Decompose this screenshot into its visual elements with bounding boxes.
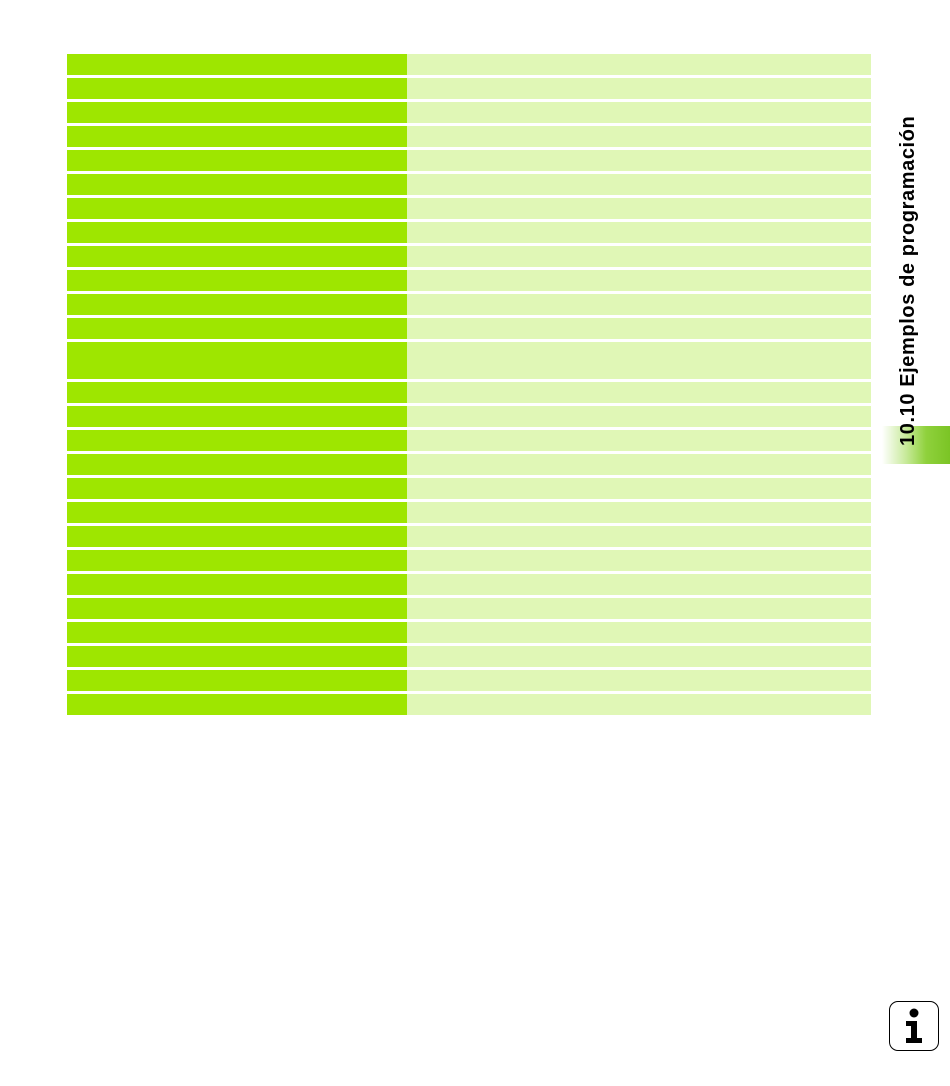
table-row — [67, 198, 871, 219]
comment-cell — [407, 406, 871, 427]
table-row — [67, 342, 871, 379]
comment-cell — [407, 246, 871, 267]
nc-block-cell — [67, 270, 407, 291]
nc-block-cell — [67, 430, 407, 451]
comment-cell — [407, 670, 871, 691]
comment-cell — [407, 318, 871, 339]
table-row — [67, 550, 871, 571]
comment-cell — [407, 430, 871, 451]
comment-cell — [407, 478, 871, 499]
nc-block-cell — [67, 694, 407, 715]
comment-cell — [407, 574, 871, 595]
nc-block-cell — [67, 646, 407, 667]
nc-block-cell — [67, 454, 407, 475]
table-row — [67, 574, 871, 595]
table-row — [67, 222, 871, 243]
nc-block-cell — [67, 502, 407, 523]
comment-cell — [407, 342, 871, 379]
comment-cell — [407, 622, 871, 643]
table-row — [67, 382, 871, 403]
nc-block-cell — [67, 342, 407, 379]
nc-block-cell — [67, 382, 407, 403]
comment-cell — [407, 646, 871, 667]
comment-cell — [407, 694, 871, 715]
nc-block-cell — [67, 574, 407, 595]
nc-block-cell — [67, 550, 407, 571]
program-table — [67, 54, 871, 715]
nc-block-cell — [67, 198, 407, 219]
table-row — [67, 78, 871, 99]
comment-cell — [407, 150, 871, 171]
nc-block-cell — [67, 406, 407, 427]
nc-block-cell — [67, 246, 407, 267]
table-row — [67, 318, 871, 339]
comment-cell — [407, 598, 871, 619]
nc-block-cell — [67, 150, 407, 171]
comment-cell — [407, 102, 871, 123]
table-row — [67, 294, 871, 315]
nc-block-cell — [67, 598, 407, 619]
table-row — [67, 526, 871, 547]
table-row — [67, 478, 871, 499]
comment-cell — [407, 382, 871, 403]
table-row — [67, 150, 871, 171]
nc-block-cell — [67, 126, 407, 147]
nc-block-cell — [67, 478, 407, 499]
table-row — [67, 54, 871, 75]
comment-cell — [407, 126, 871, 147]
nc-block-cell — [67, 318, 407, 339]
table-row — [67, 406, 871, 427]
comment-cell — [407, 270, 871, 291]
info-button[interactable] — [889, 1001, 939, 1051]
comment-cell — [407, 502, 871, 523]
comment-cell — [407, 78, 871, 99]
table-row — [67, 126, 871, 147]
nc-block-cell — [67, 526, 407, 547]
comment-cell — [407, 454, 871, 475]
nc-block-cell — [67, 174, 407, 195]
info-icon — [901, 1008, 927, 1044]
table-row — [67, 694, 871, 715]
table-row — [67, 174, 871, 195]
comment-cell — [407, 294, 871, 315]
comment-cell — [407, 222, 871, 243]
nc-block-cell — [67, 222, 407, 243]
table-row — [67, 502, 871, 523]
table-row — [67, 454, 871, 475]
nc-block-cell — [67, 622, 407, 643]
comment-cell — [407, 174, 871, 195]
nc-block-cell — [67, 102, 407, 123]
table-row — [67, 430, 871, 451]
section-title: 10.10 Ejemplos de programación — [897, 115, 919, 446]
table-row — [67, 670, 871, 691]
comment-cell — [407, 526, 871, 547]
nc-block-cell — [67, 294, 407, 315]
table-row — [67, 246, 871, 267]
table-row — [67, 646, 871, 667]
nc-block-cell — [67, 78, 407, 99]
table-row — [67, 622, 871, 643]
comment-cell — [407, 198, 871, 219]
comment-cell — [407, 54, 871, 75]
nc-block-cell — [67, 54, 407, 75]
nc-block-cell — [67, 670, 407, 691]
table-row — [67, 102, 871, 123]
table-row — [67, 270, 871, 291]
table-row — [67, 598, 871, 619]
comment-cell — [407, 550, 871, 571]
